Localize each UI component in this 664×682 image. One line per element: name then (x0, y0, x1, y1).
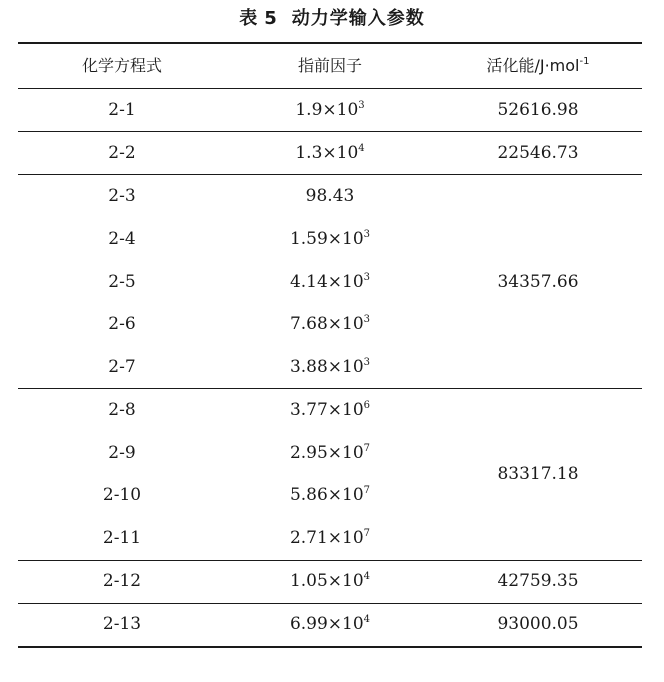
factor-mantissa: 7.68×10 (289, 314, 364, 334)
pre-exponential-factor (226, 357, 434, 377)
factor-mantissa: 1.3×10 (295, 143, 359, 163)
reaction-id: 2-13 (102, 614, 142, 634)
pre-exponential-factor (226, 143, 434, 163)
header-activation-energy (434, 56, 642, 76)
header-activation-energy-exponent: -1 (579, 56, 590, 67)
header-activation-energy-text: 活化能/J·mol (486, 56, 580, 75)
pre-exponential-factor (226, 528, 434, 548)
header-reaction: 化学方程式 (81, 56, 162, 75)
factor-exponent: 3 (358, 100, 365, 111)
factor-mantissa: 1.59×10 (289, 229, 364, 249)
group-rule (18, 174, 642, 175)
factor-mantissa: 3.77×10 (289, 400, 364, 420)
factor-exponent: 3 (363, 314, 371, 325)
activation-energy: 83317.18 (497, 464, 579, 484)
factor-exponent: 3 (363, 357, 371, 368)
table-top-rule (18, 42, 642, 44)
reaction-id: 2-6 (108, 314, 136, 334)
activation-energy: 42759.35 (497, 571, 579, 591)
factor-mantissa: 6.99×10 (289, 614, 364, 634)
reaction-id: 2-2 (108, 143, 136, 163)
factor-mantissa: 2.95×10 (289, 443, 364, 463)
group-rule (18, 560, 642, 561)
factor-exponent: 3 (363, 272, 371, 283)
caption-label: 表 (239, 8, 259, 29)
reaction-id: 2-3 (108, 186, 136, 206)
group-rule (18, 131, 642, 132)
group-rule (18, 388, 642, 389)
reaction-id: 2-12 (102, 571, 142, 591)
pre-exponential-factor (226, 571, 434, 591)
factor-exponent: 6 (363, 400, 371, 411)
reaction-id: 2-7 (108, 357, 136, 377)
pre-exponential-factor (226, 100, 434, 120)
caption-number: 5 (264, 8, 278, 29)
factor-mantissa: 1.9×10 (295, 100, 359, 120)
reaction-id: 2-1 (108, 100, 136, 120)
pre-exponential-factor (226, 314, 434, 334)
activation-energy: 34357.66 (497, 272, 579, 292)
pre-exponential-factor (226, 186, 434, 206)
factor-exponent: 4 (358, 143, 365, 154)
group-rule (18, 603, 642, 604)
activation-energy: 93000.05 (497, 614, 579, 634)
factor-mantissa: 3.88×10 (289, 357, 364, 377)
reaction-id: 2-11 (102, 528, 142, 548)
factor-exponent: 7 (363, 443, 371, 454)
factor-exponent: 3 (363, 229, 371, 240)
pre-exponential-factor (226, 485, 434, 505)
factor-mantissa: 4.14×10 (289, 272, 364, 292)
reaction-id: 2-5 (108, 272, 136, 292)
factor-mantissa: 1.05×10 (289, 571, 364, 591)
factor-exponent: 7 (363, 485, 371, 496)
pre-exponential-factor (226, 400, 434, 420)
activation-energy: 22546.73 (497, 143, 579, 163)
reaction-id: 2-9 (108, 443, 136, 463)
pre-exponential-factor (226, 229, 434, 249)
table-caption (0, 4, 664, 30)
pre-exponential-factor (226, 272, 434, 292)
pre-exponential-factor (226, 614, 434, 634)
factor-exponent: 7 (363, 528, 371, 539)
activation-energy: 52616.98 (497, 100, 579, 120)
caption-title: 动力学输入参数 (291, 8, 425, 29)
pre-exponential-factor (226, 443, 434, 463)
reaction-id: 2-4 (108, 229, 136, 249)
factor-mantissa: 98.43 (305, 186, 355, 206)
factor-exponent: 4 (363, 571, 371, 582)
reaction-id: 2-8 (108, 400, 136, 420)
factor-exponent: 4 (363, 614, 371, 625)
reaction-id: 2-10 (102, 485, 142, 505)
header-pre-exponential-factor: 指前因子 (297, 56, 362, 75)
factor-mantissa: 2.71×10 (289, 528, 364, 548)
factor-mantissa: 5.86×10 (289, 485, 364, 505)
header-rule (18, 88, 642, 89)
table-bottom-rule (18, 646, 642, 648)
